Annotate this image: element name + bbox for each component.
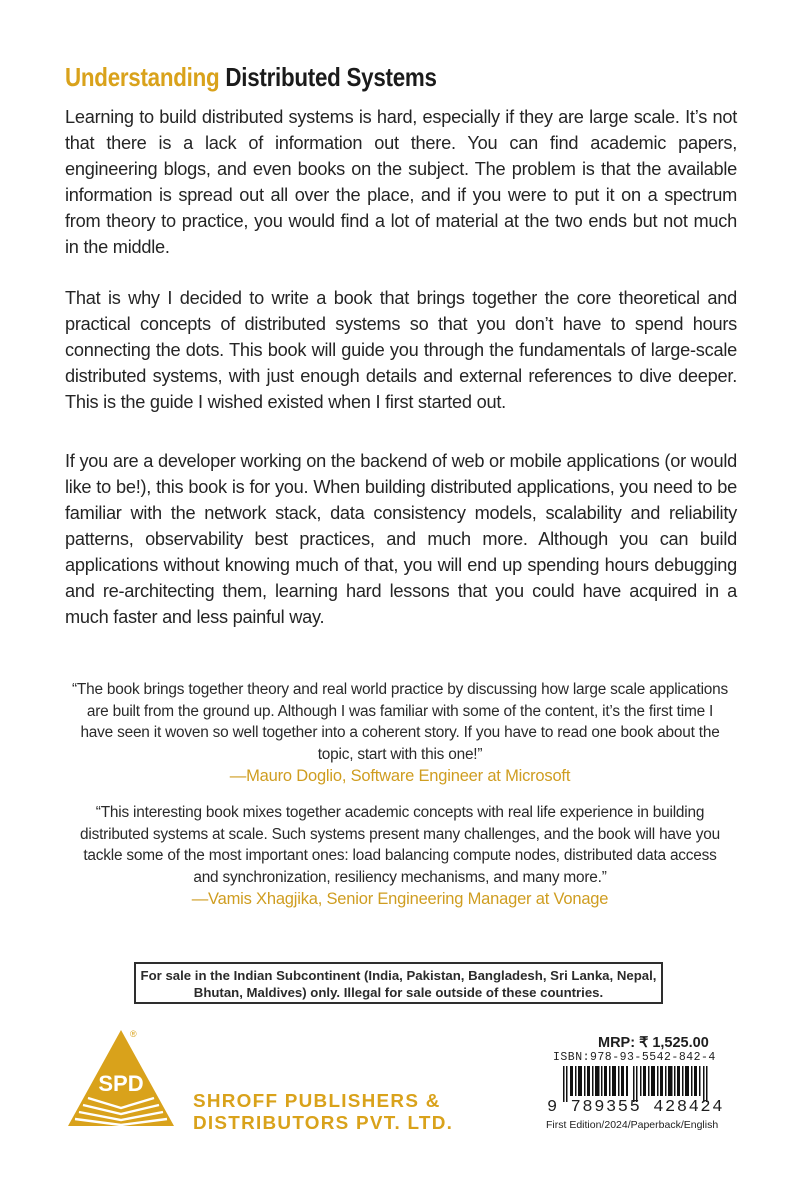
- publisher-line-1: SHROFF PUBLISHERS &: [193, 1091, 441, 1111]
- testimonial-quote: “The book brings together theory and real world practice by discussing how large scale applications are built from the ground up. Although I was familiar with some of the content, it’s the first time I have seen it woven so well together into a coherent story. If you have to read one book about the topic, start with this one!”: [71, 681, 729, 763]
- barcode-icon: [563, 1066, 713, 1102]
- publisher-name: [193, 1090, 453, 1134]
- svg-text:SPD: SPD: [98, 1071, 144, 1096]
- testimonial-quote: “This interesting book mixes together academic concepts with real life experience in building distributed systems at scale. Such systems present many challenges, and the book will have you tackle some of the most important ones: load balancing compute nodes, distributed data access and synchronization, resiliency mechanisms, and many more.”: [80, 804, 720, 886]
- back-cover-title: [65, 62, 437, 93]
- title-rest: Distributed Systems: [225, 62, 437, 92]
- mrp-price: MRP: ₹ 1,525.00: [598, 1035, 709, 1051]
- publisher-line-2: DISTRIBUTORS PVT. LTD.: [193, 1113, 454, 1133]
- title-accent: Understanding: [65, 62, 220, 92]
- barcode-digits: 9 789355 428424: [547, 1098, 725, 1117]
- spd-logo-icon: [66, 1028, 176, 1128]
- testimonial-2: [70, 802, 730, 910]
- edition-info: First Edition/2024/Paperback/English: [546, 1119, 719, 1131]
- blurb-paragraph-1: Learning to build distributed systems is hard, especially if they are large scale. It’s not that there is a lack of information out there. You can find academic papers, engineering blogs, and even books on the subject. The problem is that the available information is spread out all over the place, and if you were to put it on a spectrum from theory to practice, you would find a lot of material at the two ends but not much in the middle.: [65, 107, 737, 257]
- blurb-paragraph-2: That is why I decided to write a book that brings together the core theoretical and practical concepts of distributed systems so that you don’t have to spend hours connecting the dots. This book will guide you through the fundamentals of large-scale distributed systems, with just enough details and external references to dive deeper. This is the guide I wished existed when I first started out.: [65, 288, 737, 412]
- sale-region-notice: For sale in the Indian Subcontinent (India, Pakistan, Bangladesh, Sri Lanka, Nepal, Bhutan, Maldives) only. Illegal for sale outside of these countries.: [134, 962, 663, 1004]
- blurb-paragraph-3: If you are a developer working on the backend of web or mobile applications (or would like to be!), this book is for you. When building distributed applications, you need to be familiar with the network stack, data consistency models, scalability and reliability patterns, observability best practices, and much more. Although you can build applications without knowing much of that, you will end up spending hours debugging and re-architecting them, learning hard lessons that you could have acquired in a much faster and less painful way.: [65, 451, 737, 627]
- testimonial-1: [70, 679, 730, 787]
- isbn-text: ISBN:978-93-5542-842-4: [553, 1051, 716, 1064]
- testimonial-attribution: —Mauro Doglio, Software Engineer at Microsoft: [229, 767, 571, 785]
- registered-mark: ®: [130, 1029, 137, 1039]
- testimonial-attribution: —Vamis Xhagjika, Senior Engineering Manager at Vonage: [191, 890, 609, 908]
